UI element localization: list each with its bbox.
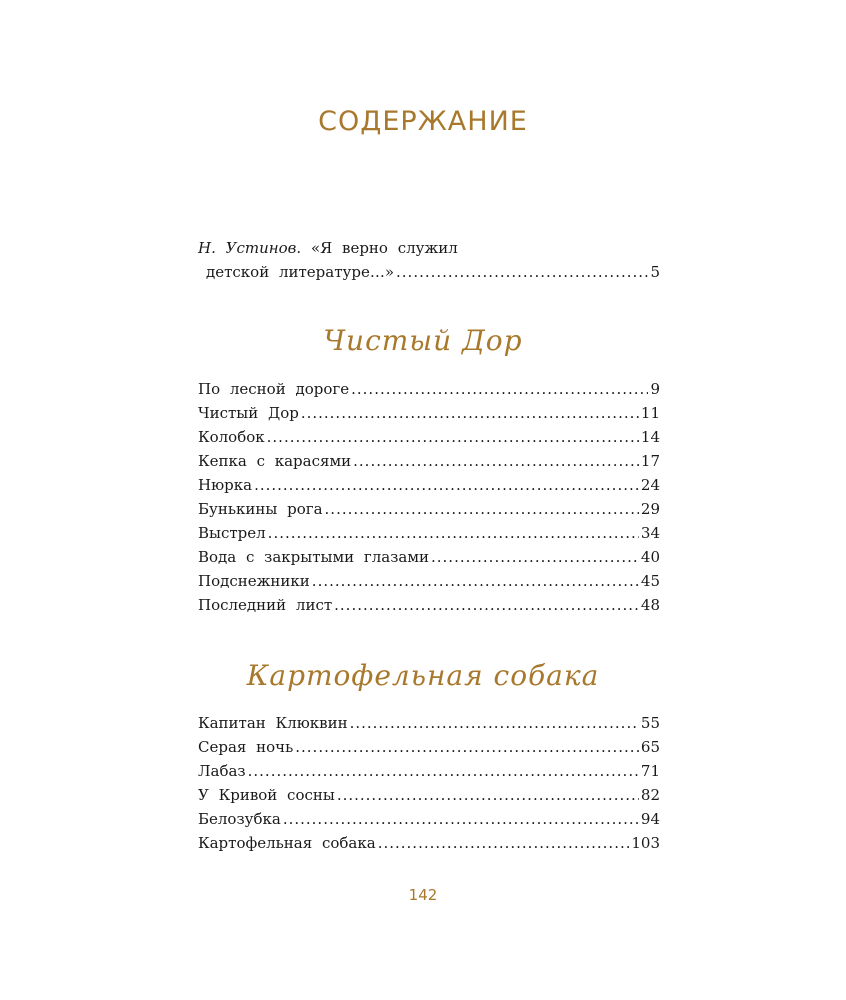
toc-entry-page: 48 (640, 596, 660, 614)
toc-entry (198, 449, 660, 473)
dot-leader (350, 711, 639, 735)
toc-entry-title: Бунькины рога (198, 500, 323, 518)
toc-list-chistyi-dor (198, 377, 660, 617)
toc-entry-page: 17 (640, 452, 660, 470)
intro-title-end: детской литературе…» (206, 263, 395, 281)
intro-page: 5 (650, 263, 660, 281)
toc-entry-page: 55 (640, 714, 660, 732)
intro-title-start: «Я верно служил (310, 239, 458, 257)
toc-entry-title: Кепка с карасями (198, 452, 352, 470)
dot-leader (337, 783, 639, 807)
toc-entry-page: 9 (650, 380, 660, 398)
toc-entry-title: Капитан Клюквин (198, 714, 348, 732)
dot-leader (351, 377, 648, 401)
dot-leader (312, 569, 639, 593)
toc-entry-page: 65 (640, 738, 660, 756)
section-title-chistyi-dor: Чистый Дор (323, 324, 523, 357)
toc-entry-title: Белозубка (198, 810, 281, 828)
toc-entry-page: 103 (631, 834, 660, 852)
toc-entry (198, 783, 660, 807)
toc-entry-title: Чистый Дор (198, 404, 299, 422)
toc-entry (198, 473, 660, 497)
toc-entry-page: 71 (640, 762, 660, 780)
intro-author: Н. Устинов. (198, 239, 302, 257)
toc-entry (198, 569, 660, 593)
dot-leader (396, 260, 648, 284)
dot-leader (325, 497, 639, 521)
toc-entry-title: Последний лист (198, 596, 333, 614)
dot-leader (267, 425, 639, 449)
toc-entry-title: Серая ночь (198, 738, 294, 756)
dot-leader (378, 831, 630, 855)
toc-entry-page: 29 (640, 500, 660, 518)
toc-entry-title: У Кривой сосны (198, 786, 335, 804)
page-number: 142 (408, 886, 438, 904)
toc-entry-page: 11 (640, 404, 660, 422)
section-title-kartofelnaya-sobaka: Картофельная собака (246, 659, 600, 692)
dot-leader (431, 545, 639, 569)
toc-entry-title: Картофельная собака (198, 834, 376, 852)
toc-entry (198, 497, 660, 521)
toc-entry-page: 82 (640, 786, 660, 804)
toc-entry (198, 759, 660, 783)
toc-entry (198, 377, 660, 401)
toc-entry-page: 14 (640, 428, 660, 446)
toc-entry (198, 593, 660, 617)
toc-entry (198, 521, 660, 545)
toc-entry-title: Лабаз (198, 762, 246, 780)
toc-entry-title: Вода с закрытыми глазами (198, 548, 429, 566)
dot-leader (268, 521, 639, 545)
intro-entry (198, 236, 660, 284)
toc-list-kartofelnaya-sobaka (198, 711, 660, 855)
dot-leader (248, 759, 639, 783)
toc-entry-page: 24 (640, 476, 660, 494)
dot-leader (301, 401, 639, 425)
toc-entry (198, 807, 660, 831)
intro-line-2 (198, 260, 660, 284)
toc-entry-title: Подснежники (198, 572, 310, 590)
toc-entry-title: Выстрел (198, 524, 266, 542)
toc-entry (198, 425, 660, 449)
toc-entry-title: По лесной дороге (198, 380, 350, 398)
dot-leader (283, 807, 639, 831)
toc-entry-page: 94 (640, 810, 660, 828)
toc-entry-page: 45 (640, 572, 660, 590)
toc-entry (198, 401, 660, 425)
toc-entry-title: Нюрка (198, 476, 253, 494)
dot-leader (334, 593, 639, 617)
toc-entry (198, 711, 660, 735)
page-title: СОДЕРЖАНИЕ (318, 106, 528, 137)
dot-leader (295, 735, 639, 759)
dot-leader (254, 473, 639, 497)
toc-entry (198, 735, 660, 759)
intro-line-1 (198, 236, 660, 260)
toc-entry-page: 40 (640, 548, 660, 566)
toc-entry (198, 545, 660, 569)
toc-entry-title: Колобок (198, 428, 265, 446)
dot-leader (353, 449, 639, 473)
toc-entry-page: 34 (640, 524, 660, 542)
toc-entry (198, 831, 660, 855)
